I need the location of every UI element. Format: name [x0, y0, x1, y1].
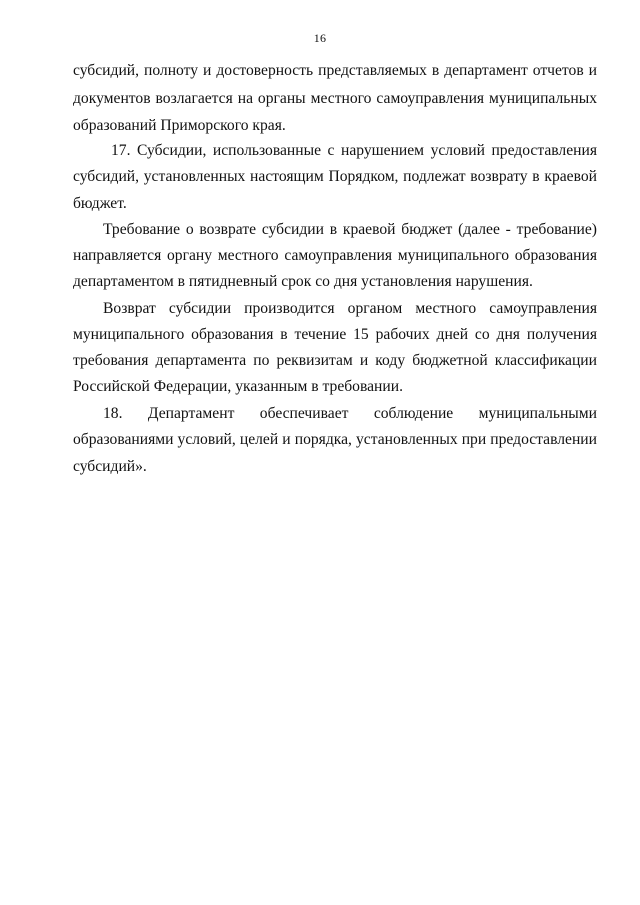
return-paragraph-line-3: требования департамента по реквизитам и коду бюджетной классификации	[73, 352, 597, 369]
item-18-line-1: 18. Департамент обеспечивает соблюдение муниципальными	[103, 405, 597, 422]
page-number: 16	[313, 31, 327, 45]
requirement-paragraph-line-3: департаментом в пятидневный срок со дня установления нарушения.	[73, 273, 533, 290]
return-paragraph-line-4: Российской Федерации, указанным в требовании.	[73, 378, 403, 395]
item-17-line-1: 17. Субсидии, использованные с нарушением условий предоставления	[111, 142, 597, 159]
item-17-line-2: субсидий, установленных настоящим Порядком, подлежат возврату в краевой	[73, 168, 597, 185]
paragraph-responsibility-line-2: документов возлагается на органы местного самоуправления муниципальных	[73, 90, 597, 107]
item-18-line-2: образованиями условий, целей и порядка, установленных при предоставлении	[73, 431, 597, 448]
requirement-paragraph-line-2: направляется органу местного самоуправления муниципального образования	[73, 247, 597, 264]
item-17-line-3: бюджет.	[73, 195, 127, 212]
return-paragraph-line-2: муниципального образования в течение 15 рабочих дней со дня получения	[73, 326, 597, 343]
requirement-paragraph-line-1: Требование о возврате субсидии в краевой бюджет (далее - требование)	[103, 221, 597, 238]
paragraph-responsibility-line-3: образований Приморского края.	[73, 117, 286, 134]
return-paragraph-line-1: Возврат субсидии производится органом местного самоуправления	[103, 300, 597, 317]
item-18-line-3: субсидий».	[73, 458, 147, 475]
paragraph-responsibility-line-1: субсидий, полноту и достоверность представляемых в департамент отчетов и	[73, 62, 597, 79]
